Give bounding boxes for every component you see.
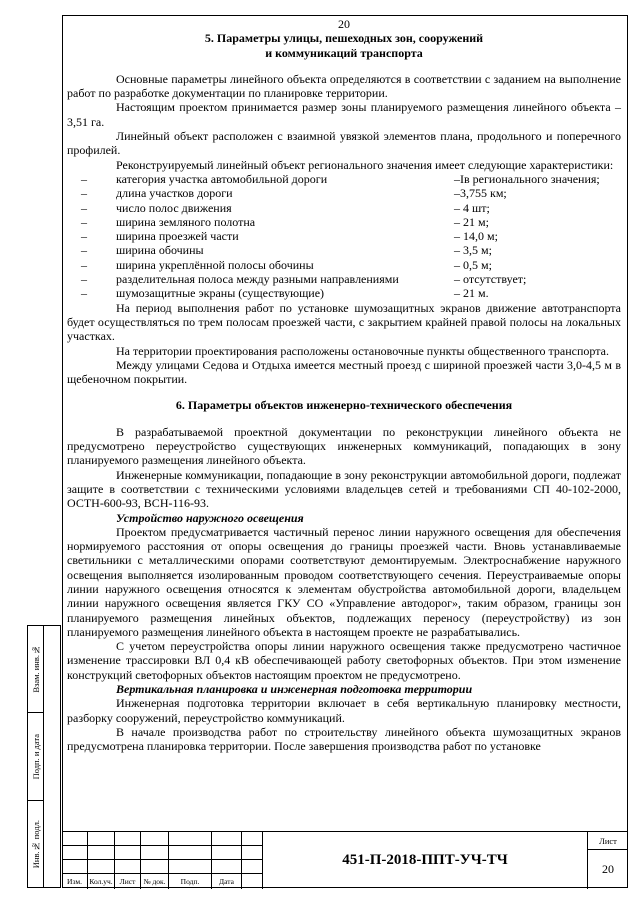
list-item	[67, 258, 621, 272]
list-dash: –	[81, 272, 87, 287]
characteristics-list	[67, 172, 621, 301]
side-stamp	[27, 625, 61, 888]
characteristic-name: категория участка автомобильной дороги	[116, 171, 328, 186]
column-header: № док.	[141, 874, 169, 889]
list-item	[67, 286, 621, 300]
paragraph: Проектом предусматривается частичный перенос линии наружного освещения для обеспечения нормируемого расстояния от опоры освещения до границы проезжей части. Вновь устанавливаемые светильники с металлическими опорами соответствуют демонтируемым. Электроснабжение наружного освещения выполняется изолированным проводом соответствующего сечения. Переустраиваемые опоры линии наружного освещения относятся к элементам обустройства автомобильной дороги, владельцем линии наружного освещения является ГКУ СО «Управление автодорог», таким образом, границы зон планируемого размещения линейных объектов, подлежащих переносу (переустройству) из зон планируемого размещения линейного объекта в настоящем проекте не разрабатывались.	[67, 524, 621, 639]
paragraph: Основные параметры линейного объекта определяются в соответствии с заданием на выполнение работ по разработке документации по планировке территории.	[67, 71, 621, 101]
list-item	[67, 201, 621, 215]
page-number: 20	[338, 17, 350, 31]
characteristic-name: ширина проезжей части	[116, 229, 239, 244]
paragraph: Инженерная подготовка территории включает в себя вертикальную планировку местности, разборку сооружений, переустройство коммуникаций.	[67, 696, 621, 725]
side-stamp-label: Взам. инв.№	[30, 645, 41, 693]
list-dash: –	[81, 243, 87, 258]
paragraph: Линейный объект расположен с взаимной увязкой элементов плана, продольного и поперечного профилей.	[67, 129, 621, 158]
characteristic-name: ширина земляного полотна	[116, 214, 256, 229]
column-header: Дата	[212, 874, 242, 889]
column-header: Кол.уч.	[88, 874, 115, 889]
characteristic-value: – 21 м;	[454, 214, 489, 229]
paragraph: В разрабатываемой проектной документации по реконструкции линейного объекта не предусмотрено переустройство существующих инженерных коммуникаций, попадающих в зону планируемого размещения линейного объекта.	[67, 424, 621, 468]
list-dash: –	[81, 200, 87, 215]
characteristic-name: шумозащитные экраны (существующие)	[116, 286, 325, 301]
list-item	[67, 272, 621, 286]
list-dash: –	[81, 186, 87, 201]
list-dash: –	[81, 214, 87, 229]
document-code: 451-П-2018-ППТ-УЧ-ТЧ	[262, 832, 587, 889]
paragraph: Между улицами Седова и Отдыха имеется местный проезд с шириной проезжей части 3,0-4,5 м в щебеночном покрытии.	[67, 357, 621, 387]
paragraph: С учетом переустройства опоры линии наружного освещения также предусмотрено частичное изменение трассировки ВЛ 0,4 кВ обеспечивающей работу светофорных объектов. При этом изменение конструкций светофорных объектов настоящим проектом не предусмотрено.	[67, 639, 621, 682]
characteristic-value: – 4 шт;	[454, 200, 490, 215]
column-header: Изм.	[62, 874, 88, 889]
column-header: Подп.	[169, 874, 212, 889]
sheet-number: 20	[602, 861, 614, 876]
section5-title-line1: 5. Параметры улицы, пешеходных зон, сооружений	[204, 31, 484, 46]
characteristic-value: – 21 м.	[454, 286, 489, 301]
title-block	[62, 831, 628, 888]
list-item	[67, 229, 621, 243]
list-item	[67, 186, 621, 200]
side-stamp-label: Инв.№ подл.	[30, 819, 41, 868]
list-dash: –	[81, 229, 87, 244]
characteristic-value: – 14,0 м;	[454, 229, 498, 244]
list-item	[67, 172, 621, 186]
characteristic-value: –3,755 км;	[454, 186, 507, 201]
side-stamp-labels	[28, 626, 44, 887]
subheading-grading: Вертикальная планировка и инженерная подготовка территории	[116, 682, 473, 697]
side-stamp-values	[44, 626, 60, 887]
subheading-lighting: Устройство наружного освещения	[116, 510, 304, 525]
sheet-box	[587, 832, 628, 889]
characteristic-value: – отсутствует;	[454, 272, 527, 287]
characteristic-value: – 3,5 м;	[454, 243, 492, 258]
side-stamp-cell	[28, 713, 43, 800]
characteristic-name: ширина обочины	[116, 243, 204, 258]
characteristic-name: число полос движения	[116, 200, 232, 215]
side-stamp-cell	[28, 626, 43, 713]
paragraph: Реконструируемый линейный объект регионального значения имеет следующие характеристики:	[116, 157, 614, 172]
list-dash: –	[81, 257, 87, 272]
paragraph: На период выполнения работ по установке шумозащитных экранов движение автотранспорта будет осуществляться по трем полосам проезжей части, с закрытием крайней правой полосы на локальных участках.	[67, 300, 621, 344]
section5-title-line2: и коммуникаций транспорта	[265, 45, 423, 60]
list-item	[67, 243, 621, 257]
paragraph: Инженерные коммуникации, попадающие в зону реконструкции автомобильной дороги, подлежат защите в соответствии с техническими условиями владельцев сетей и требованиями СП 40-102-2000, ОСТН-600-93, ВСН-116-93.	[67, 467, 621, 511]
side-stamp-cell	[28, 801, 43, 887]
paragraph: На территории проектирования расположены остановочные пункты общественного транспорта.	[116, 343, 609, 358]
characteristic-name: ширина укреплённой полосы обочины	[116, 257, 314, 272]
paragraph: Настоящим проектом принимается размер зоны планируемого размещения линейного объекта – 3,51 га.	[67, 100, 621, 129]
characteristic-value: –Iв регионального значения;	[454, 171, 600, 186]
side-stamp-label: Подп. и дата	[30, 733, 41, 780]
page-content	[67, 17, 621, 754]
characteristic-name: длина участков дороги	[116, 186, 233, 201]
characteristic-value: – 0,5 м;	[454, 257, 492, 272]
list-dash: –	[81, 286, 87, 301]
list-item	[67, 215, 621, 229]
paragraph: В начале производства работ по строительству линейного объекта шумозащитных экранов предусмотрена планировка территории. После завершения производства работ по установке	[67, 724, 621, 754]
characteristic-name: разделительная полоса между разными направлениями	[116, 272, 399, 287]
sheet-label: Лист	[588, 832, 628, 850]
title-block-grid	[62, 832, 262, 889]
section6-title: 6. Параметры объектов инженерно-технического обеспечения	[175, 398, 513, 413]
column-header: Лист	[115, 874, 141, 889]
list-dash: –	[81, 171, 87, 186]
